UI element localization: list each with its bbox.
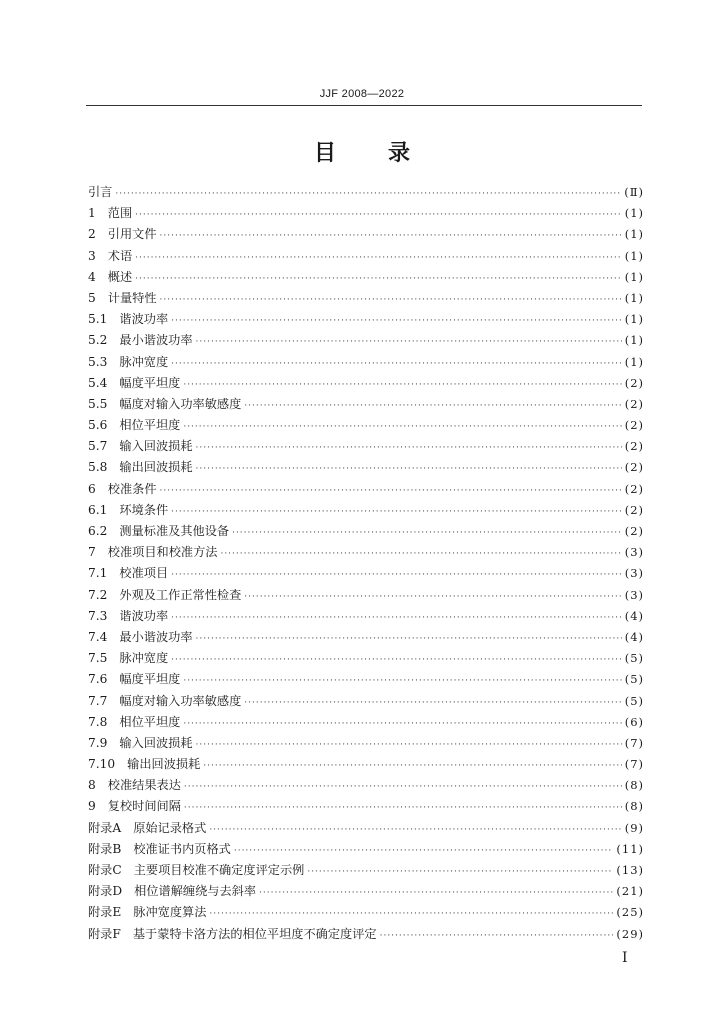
toc-entry[interactable] <box>88 310 644 331</box>
toc-leader-dots <box>160 295 622 305</box>
toc-entry[interactable] <box>88 586 644 607</box>
toc-entry[interactable] <box>88 395 644 416</box>
toc-entry-title: 校准项目和校准方法 <box>107 545 218 560</box>
header-rule <box>86 105 642 106</box>
toc-leader-dots <box>244 698 621 708</box>
toc-entry-number: 附录B <box>88 841 122 856</box>
toc-entry-page: (1) <box>624 333 644 348</box>
toc-entry-title: 脉冲宽度 <box>119 354 169 369</box>
toc-entry-number: 8 <box>88 778 96 793</box>
toc-leader-dots <box>171 359 622 369</box>
page-folio: Ⅰ <box>622 950 628 966</box>
toc-entry-title: 范围 <box>107 206 133 221</box>
toc-entry-title: 主要项目校准不确定度评定示例 <box>133 863 305 877</box>
toc-entry-number: 9 <box>88 799 96 814</box>
toc-leader-dots <box>196 464 622 474</box>
toc-entry[interactable] <box>88 501 644 522</box>
toc-entry-page: (6) <box>624 714 644 729</box>
toc-entry-title: 最小谐波功率 <box>119 629 193 644</box>
toc-entry-title: 输入回波损耗 <box>119 735 193 750</box>
title-char-2: 录 <box>388 141 411 166</box>
toc-entry[interactable] <box>88 183 644 204</box>
toc-entry[interactable] <box>88 734 644 755</box>
toc-entry-title: 幅度平坦度 <box>119 375 181 390</box>
toc-entry[interactable] <box>88 925 644 946</box>
toc-entry[interactable] <box>88 713 644 734</box>
toc-entry-number: 5.2 <box>88 333 108 348</box>
toc-entry-title: 幅度平坦度 <box>119 672 181 687</box>
toc-entry[interactable] <box>88 204 644 225</box>
toc-entry[interactable] <box>88 670 644 691</box>
toc-leader-dots <box>196 740 622 750</box>
toc-leader-dots <box>183 719 621 729</box>
toc-entry-number: 5.3 <box>88 354 108 369</box>
toc-entry[interactable] <box>88 628 644 649</box>
toc-entry-page: (5) <box>624 651 644 666</box>
title-char-1: 目 <box>313 141 336 166</box>
toc-entry[interactable] <box>88 882 644 903</box>
toc-leader-dots <box>196 337 622 347</box>
toc-entry-title: 输出回波损耗 <box>119 460 193 475</box>
toc-leader-dots <box>232 528 622 538</box>
toc-entry-page: (5) <box>624 672 644 687</box>
toc-entry-page: (1) <box>624 206 644 221</box>
toc-leader-dots <box>220 549 621 559</box>
toc-entry[interactable] <box>88 268 644 289</box>
toc-entry-number: 附录F <box>88 926 121 941</box>
toc-entry-page: (1) <box>624 290 644 305</box>
toc-leader-dots <box>183 380 621 390</box>
toc-leader-dots <box>184 782 622 792</box>
toc-entry-page: (29) <box>616 926 644 941</box>
toc-entry-number: 7.7 <box>88 693 108 708</box>
toc-entry-page: (13) <box>616 863 644 877</box>
toc-entry-number: 2 <box>88 227 96 242</box>
toc-entry[interactable] <box>88 247 644 268</box>
toc-entry-title: 校准证书内页格式 <box>133 841 231 856</box>
toc-entry-page: (1) <box>624 269 644 284</box>
toc-leader-dots <box>135 253 622 263</box>
toc-leader-dots <box>115 189 621 199</box>
toc-entry[interactable] <box>88 543 644 564</box>
toc-entry-number: 7.1 <box>88 566 108 581</box>
toc-leader-dots <box>244 592 621 602</box>
toc-entry[interactable] <box>88 331 644 352</box>
toc-entry-number: 7.8 <box>88 714 108 729</box>
toc-entry-number: 5.6 <box>88 418 108 433</box>
toc-entry[interactable] <box>88 607 644 628</box>
toc-entry-page: (25) <box>616 905 644 920</box>
toc-entry-number: 7.10 <box>88 757 116 772</box>
toc-entry-number: 附录C <box>88 863 122 877</box>
toc-entry-title: 原始记录格式 <box>133 820 207 835</box>
toc-entry[interactable] <box>88 649 644 670</box>
toc-leader-dots <box>203 761 621 771</box>
toc-leader-dots <box>380 931 614 941</box>
toc-entry-page: (11) <box>616 841 644 856</box>
toc-entry-number: 7.2 <box>88 587 108 602</box>
toc-entry-number: 6.1 <box>88 502 108 517</box>
toc-entry[interactable] <box>88 374 644 395</box>
toc-entry-title: 脉冲宽度 <box>119 651 169 666</box>
toc-entry-page: (9) <box>624 820 644 835</box>
toc-entry-page: (3) <box>624 587 644 602</box>
toc-entry-page: (2) <box>624 375 644 390</box>
toc-entry-title: 基于蒙特卡洛方法的相位平坦度不确定度评定 <box>132 926 377 941</box>
toc-entry-number: 6 <box>88 481 96 496</box>
toc-entry[interactable] <box>88 289 644 310</box>
toc-entry-number: 附录E <box>88 905 122 920</box>
document-code-header: JJF 2008—2022 <box>319 88 405 100</box>
toc-entry-page: (3) <box>624 566 644 581</box>
toc-leader-dots <box>171 570 622 580</box>
toc-entry[interactable] <box>88 437 644 458</box>
toc-entry-number: 附录A <box>88 820 122 835</box>
toc-entry-page: (2) <box>624 502 644 517</box>
toc-entry-title: 幅度对输入功率敏感度 <box>119 693 242 708</box>
toc-entry-number: 7.5 <box>88 651 108 666</box>
toc-entry-page: (2) <box>624 439 644 454</box>
toc-leader-dots <box>234 846 614 856</box>
toc-leader-dots <box>184 803 622 813</box>
toc-entry[interactable] <box>88 755 644 776</box>
toc-entry-page: (3) <box>624 545 644 560</box>
toc-entry-title: 校准结果表达 <box>107 778 181 793</box>
toc-leader-dots <box>244 401 621 411</box>
table-of-contents <box>88 183 644 946</box>
toc-leader-dots <box>171 613 622 623</box>
toc-entry-page: (8) <box>624 778 644 793</box>
toc-entry-title: 测量标准及其他设备 <box>119 524 230 538</box>
toc-entry-title: 引言 <box>88 185 113 199</box>
toc-leader-dots <box>259 888 613 898</box>
toc-entry[interactable] <box>88 564 644 585</box>
toc-entry-number: 7.3 <box>88 608 108 623</box>
toc-entry[interactable] <box>88 353 644 374</box>
toc-entry[interactable] <box>88 692 644 713</box>
page-title <box>0 136 724 167</box>
toc-entry-number: 5.4 <box>88 375 108 390</box>
toc-entry-number: 5 <box>88 290 96 305</box>
toc-entry-page: (21) <box>616 884 644 899</box>
toc-entry-title: 校准条件 <box>107 481 157 496</box>
toc-entry-number: 7.4 <box>88 629 108 644</box>
toc-entry-title: 环境条件 <box>119 502 169 517</box>
toc-entry-number: 3 <box>88 248 96 263</box>
toc-leader-dots <box>183 676 621 686</box>
toc-entry-title: 校准项目 <box>119 566 169 581</box>
toc-entry-number: 7 <box>88 545 96 560</box>
toc-entry-title: 相位谱解缠绕与去斜率 <box>134 884 257 899</box>
toc-entry[interactable] <box>88 797 644 818</box>
toc-entry-number: 5.7 <box>88 439 108 454</box>
toc-entry-title: 引用文件 <box>107 227 157 242</box>
toc-entry-page: (4) <box>624 629 644 644</box>
toc-entry-number: 5.5 <box>88 396 108 411</box>
toc-entry-title: 幅度对输入功率敏感度 <box>119 396 242 411</box>
toc-entry[interactable] <box>88 840 644 861</box>
toc-entry-number: 4 <box>88 269 96 284</box>
toc-entry[interactable] <box>88 225 644 246</box>
toc-entry-title: 复校时间间隔 <box>107 799 181 814</box>
toc-entry-page: (1) <box>624 227 644 242</box>
toc-entry-page: (2) <box>624 396 644 411</box>
toc-entry-page: (2) <box>624 524 644 538</box>
toc-entry-title: 计量特性 <box>107 290 157 305</box>
toc-leader-dots <box>209 909 613 919</box>
toc-entry-title: 相位平坦度 <box>119 714 181 729</box>
toc-entry-title: 脉冲宽度算法 <box>133 905 207 920</box>
toc-entry-title: 谐波功率 <box>119 608 169 623</box>
toc-leader-dots <box>183 422 621 432</box>
toc-entry[interactable] <box>88 480 644 501</box>
toc-entry-number: 7.6 <box>88 672 108 687</box>
toc-entry-number: 5.8 <box>88 460 108 475</box>
toc-leader-dots <box>160 486 622 496</box>
toc-entry-page: (1) <box>624 354 644 369</box>
toc-entry-page: (2) <box>624 418 644 433</box>
toc-entry[interactable] <box>88 776 644 797</box>
toc-entry-title: 谐波功率 <box>119 312 169 327</box>
toc-entry-page: (7) <box>624 757 644 772</box>
toc-entry[interactable] <box>88 903 644 924</box>
toc-entry-page: (7) <box>624 735 644 750</box>
toc-entry-page: (4) <box>624 608 644 623</box>
toc-entry-page: (Ⅱ) <box>624 185 644 199</box>
toc-entry-number: 附录D <box>88 884 123 899</box>
toc-entry-page: (2) <box>624 460 644 475</box>
toc-entry[interactable] <box>88 416 644 437</box>
toc-leader-dots <box>135 210 622 220</box>
toc-entry-number: 7.9 <box>88 735 108 750</box>
toc-entry-number: 5.1 <box>88 312 108 327</box>
toc-leader-dots <box>160 231 622 241</box>
toc-entry-page: (8) <box>624 799 644 814</box>
toc-leader-dots <box>307 867 613 877</box>
toc-entry-number: 1 <box>88 206 96 221</box>
toc-leader-dots <box>196 443 622 453</box>
toc-entry-page: (2) <box>624 481 644 496</box>
toc-leader-dots <box>196 634 622 644</box>
toc-leader-dots <box>171 507 622 517</box>
toc-entry-page: (1) <box>624 312 644 327</box>
toc-leader-dots <box>209 825 621 835</box>
toc-entry-title: 相位平坦度 <box>119 418 181 433</box>
toc-entry[interactable] <box>88 458 644 479</box>
toc-entry[interactable] <box>88 522 644 543</box>
toc-entry-title: 术语 <box>107 248 133 263</box>
toc-leader-dots <box>171 316 622 326</box>
toc-entry-title: 输入回波损耗 <box>119 439 193 454</box>
toc-entry-title: 外观及工作正常性检查 <box>119 587 242 602</box>
toc-entry-number: 6.2 <box>88 524 108 538</box>
toc-leader-dots <box>171 655 622 665</box>
toc-entry[interactable] <box>88 819 644 840</box>
toc-entry[interactable] <box>88 861 644 882</box>
toc-entry-title: 概述 <box>107 269 133 284</box>
toc-entry-page: (5) <box>624 693 644 708</box>
toc-entry-page: (1) <box>624 248 644 263</box>
toc-entry-title: 输出回波损耗 <box>127 757 201 772</box>
toc-entry-title: 最小谐波功率 <box>119 333 193 348</box>
toc-leader-dots <box>135 274 622 284</box>
